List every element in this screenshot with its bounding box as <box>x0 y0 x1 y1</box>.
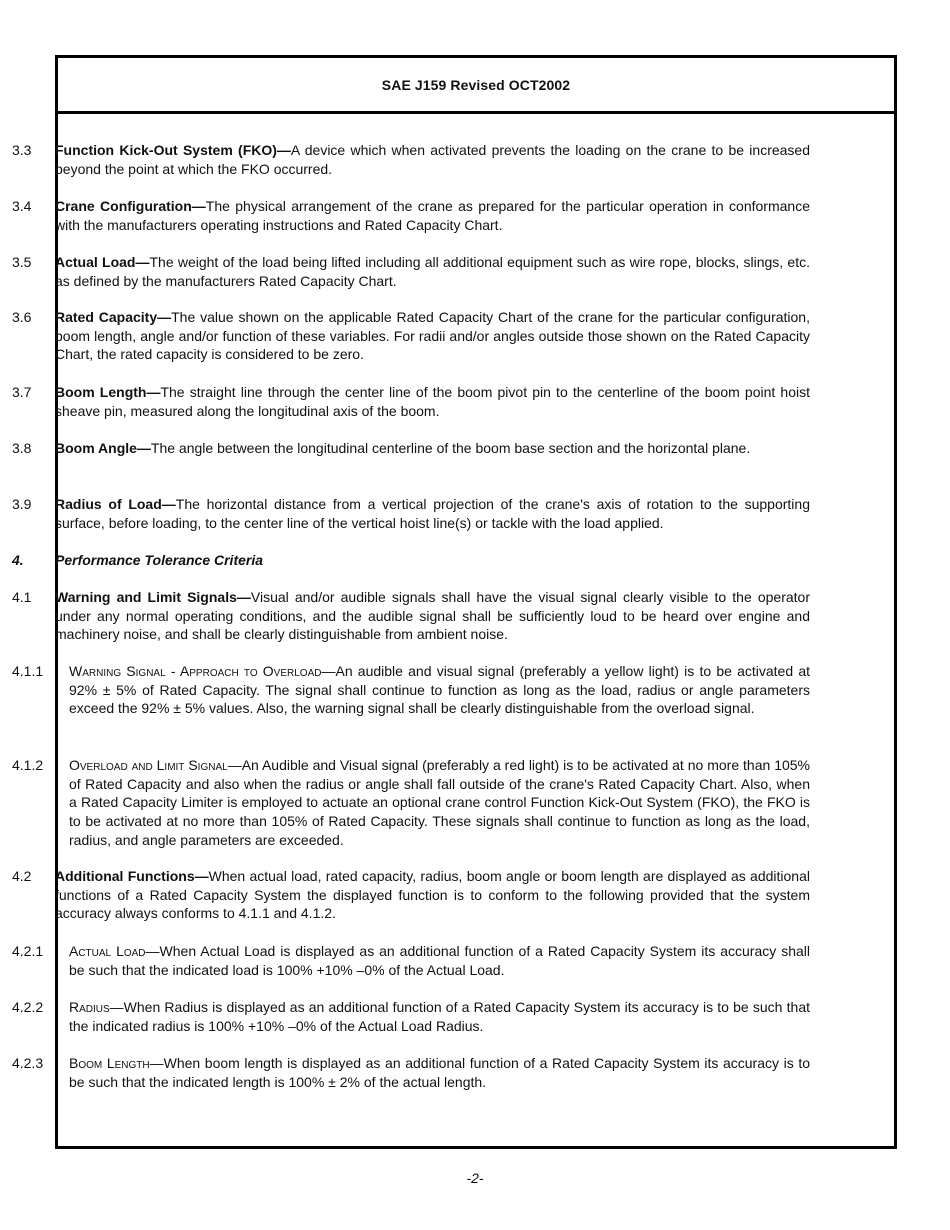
definition-3-4 <box>12 197 810 234</box>
definition-3-5 <box>12 253 810 290</box>
section-number: 4.1.2 <box>12 757 44 773</box>
dash: — <box>321 663 336 679</box>
definition-text: The physical arrangement of the crane as prepared for the particular operation in conformance with the manufacturers operating instructions and Rated Capacity Chart. <box>55 198 810 233</box>
definition-4-2-2 <box>12 998 810 1035</box>
term: Additional Functions— <box>55 868 209 884</box>
term: Boom Length <box>69 1055 150 1071</box>
section-heading-4 <box>12 551 810 570</box>
definition-4-2 <box>12 867 810 923</box>
header-title: SAE J159 Revised OCT2002 <box>381 76 571 93</box>
definition-text: An Audible and Visual signal (preferably a red light) is to be activated at no more than 105% of Rated Capacity and also when the radius or angle shall fall outside of the crane's Rated Capacity Chart. Also, when a Rated Capacity Limiter is employed to actuate an optional crane control Function Kick-Out System (FKO), the FKO is to be activated at no more than 105% of Rated Capacity. These signals shall continue to function as long as the load, radius, and angle parameters are exceeded. <box>69 757 811 848</box>
definition-text: A device which when activated prevents the loading on the crane to be increased beyond the point at which the FKO occurred. <box>55 142 810 177</box>
definition-3-3 <box>12 141 810 178</box>
section-number: 3.8 <box>12 440 32 456</box>
definition-4-1-1 <box>12 662 810 718</box>
section-number: 4. <box>12 552 24 568</box>
definition-text: When actual load, rated capacity, radius, boom angle or boom length are displayed as additional functions of a Rated Capacity System the displayed function is to conform to the following provided that the system accuracy always conforms to 4.1.1 and 4.1.2. <box>55 868 810 922</box>
definition-text: When Actual Load is displayed as an additional function of a Rated Capacity System its accuracy shall be such that the indicated load is 100% +10% –0% of the Actual Load. <box>69 943 810 978</box>
term: Overload and Limit Signal <box>69 757 228 773</box>
dash: — <box>109 999 124 1015</box>
dash: — <box>227 757 242 773</box>
term: Radius <box>69 999 110 1015</box>
term: Actual Load <box>69 943 146 959</box>
term: Warning Signal - Approach to Overload <box>69 663 322 679</box>
section-number: 3.7 <box>12 384 32 400</box>
dash: — <box>149 1055 164 1071</box>
definition-text: Visual and/or audible signals shall have the visual signal clearly visible to the operator under any normal operating conditions, and the audible signal shall be sufficiently loud to be heard over engine and machinery noise, and shall be clearly distinguishable from ambient noise. <box>55 589 810 643</box>
term: Actual Load— <box>55 254 150 270</box>
definition-text: When boom length is displayed as an additional function of a Rated Capacity System its accuracy is to be such that the indicated length is 100% ± 2% of the actual length. <box>69 1055 810 1090</box>
section-number: 4.2 <box>12 868 32 884</box>
definition-text: The horizontal distance from a vertical projection of the crane's axis of rotation to the supporting surface, before loading, to the center line of the vertical hoist line(s) or tackle with the load applied. <box>55 496 810 531</box>
definition-text: The value shown on the applicable Rated Capacity Chart of the crane for the particular configuration, boom length, angle and/or function of these variables. For radii and/or angles outside those shown on the Rated Capacity Chart, the rated capacity is considered to be zero. <box>55 309 810 363</box>
definition-3-7 <box>12 383 810 420</box>
term: Function Kick-Out System (FKO)— <box>55 142 291 158</box>
definition-4-1 <box>12 588 810 644</box>
definition-text: The straight line through the center line of the boom pivot pin to the centerline of the boom point hoist sheave pin, measured along the longitudinal axis of the boom. <box>55 384 810 419</box>
term: Rated Capacity— <box>55 309 172 325</box>
section-number: 3.6 <box>12 309 32 325</box>
section-number: 4.2.2 <box>12 999 44 1015</box>
section-number: 4.2.3 <box>12 1055 44 1071</box>
definition-text: The angle between the longitudinal centerline of the boom base section and the horizontal plane. <box>150 440 751 456</box>
term: Boom Length— <box>55 384 161 400</box>
section-number: 3.9 <box>12 496 32 512</box>
definition-4-1-2 <box>12 756 810 850</box>
term: Crane Configuration— <box>55 198 206 214</box>
section-number: 3.3 <box>12 142 32 158</box>
dash: — <box>145 943 160 959</box>
definition-3-9 <box>12 495 810 532</box>
term: Boom Angle— <box>55 440 151 456</box>
definition-text: When Radius is displayed as an additional function of a Rated Capacity System its accuracy is to be such that the indicated radius is 100% +10% –0% of the Actual Load Radius. <box>69 999 810 1034</box>
section-title: Performance Tolerance Criteria <box>55 552 264 568</box>
page-number: -2- <box>466 1170 484 1186</box>
section-number: 3.5 <box>12 254 32 270</box>
definition-text: The weight of the load being lifted including all additional equipment such as wire rope, blocks, slings, etc. as defined by the manufacturers Rated Capacity Chart. <box>55 254 810 289</box>
definition-4-2-3 <box>12 1054 810 1091</box>
definition-3-6 <box>12 308 810 364</box>
section-number: 4.1 <box>12 589 32 605</box>
definition-text: An audible and visual signal (preferably a yellow light) is to be activated at 92% ± 5% of Rated Capacity. The signal shall continue to function as long as the load, radius or angle parameters exceed the 92% ± 5% values. Also, the warning signal shall be clearly distinguishable from the overload signal. <box>69 663 810 717</box>
page-header <box>58 58 894 114</box>
term: Warning and Limit Signals— <box>55 589 251 605</box>
term: Radius of Load— <box>55 496 176 512</box>
section-number: 3.4 <box>12 198 32 214</box>
section-number: 4.1.1 <box>12 663 44 679</box>
definition-3-8 <box>12 439 810 458</box>
section-number: 4.2.1 <box>12 943 44 959</box>
definition-4-2-1 <box>12 942 810 979</box>
